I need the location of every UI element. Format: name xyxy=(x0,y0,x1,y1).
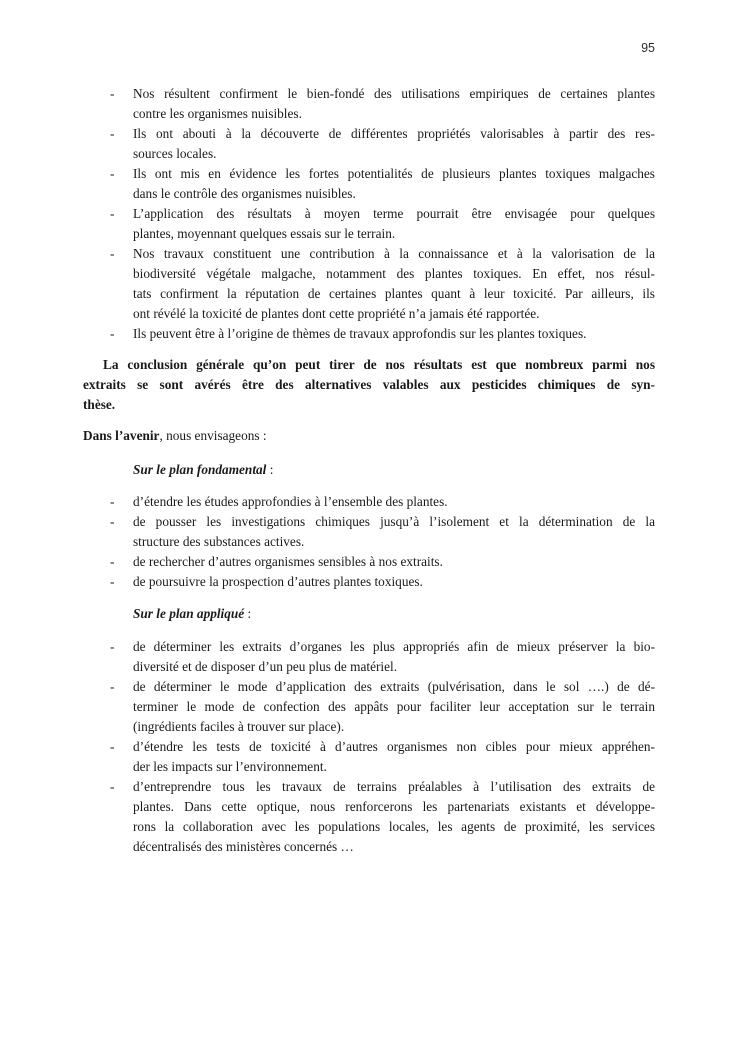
bullet-dash: - xyxy=(110,246,115,261)
heading-applied-plan xyxy=(83,604,655,624)
results-list xyxy=(83,84,655,344)
future-intro-rest: , nous envisageons : xyxy=(159,428,267,443)
list-item xyxy=(83,84,655,124)
list-item xyxy=(83,552,655,572)
text-line: Ils ont mis en évidence les fortes potentialités de plusieurs plantes toxiques malgaches xyxy=(133,166,655,181)
text-line: plantes. Dans cette optique, nous renforcerons les partenariats existants et développe- xyxy=(133,799,655,814)
fundamental-plan-list xyxy=(83,492,655,592)
text-line: tats confirment la réputation de certaines plantes quant à leur toxicité. Par ailleurs, ils xyxy=(133,286,655,301)
list-item xyxy=(83,572,655,592)
heading-fundamental-plan-text: Sur le plan fondamental xyxy=(133,462,267,477)
text-line: structure des substances actives. xyxy=(133,534,305,549)
list-item-text xyxy=(133,244,655,324)
bullet-dash: - xyxy=(110,494,115,509)
list-item xyxy=(83,324,655,344)
list-item xyxy=(83,244,655,324)
list-item xyxy=(83,164,655,204)
text-line: contre les organismes nuisibles. xyxy=(133,106,302,121)
list-item-text xyxy=(133,552,655,572)
text-line: der les impacts sur l’environnement. xyxy=(133,759,327,774)
text-line: sources locales. xyxy=(133,146,217,161)
text-line: ont révélé la toxicité de plantes dont cette propriété n’a jamais été rapportée. xyxy=(133,306,540,321)
future-intro-bold: Dans l’avenir xyxy=(83,428,160,443)
text-line: (ingrédients faciles à trouver sur place). xyxy=(133,719,345,734)
list-item-text xyxy=(133,777,655,857)
list-item-text xyxy=(133,124,655,164)
text-line: Ils peuvent être à l’origine de thèmes de travaux approfondis sur les plantes toxiques. xyxy=(133,326,587,341)
list-item xyxy=(83,637,655,677)
text-line: terminer le mode de confection des appâts pour faciliter leur acceptation sur le terrain xyxy=(133,699,655,714)
list-item-text xyxy=(133,677,655,737)
bullet-dash: - xyxy=(110,126,115,141)
text-line: d’entreprendre tous les travaux de terrains préalables à l’utilisation des extraits de xyxy=(133,779,655,794)
bullet-dash: - xyxy=(110,86,115,101)
text-line: rons la collaboration avec les populations locales, les agents de proximité, les services xyxy=(133,819,655,834)
bullet-dash: - xyxy=(110,206,115,221)
text-line: de poursuivre la prospection d’autres plantes toxiques. xyxy=(133,574,423,589)
list-item xyxy=(83,677,655,737)
bullet-dash: - xyxy=(110,639,115,654)
list-item-text xyxy=(133,512,655,552)
text-line: d’étendre les études approfondies à l’ensemble des plantes. xyxy=(133,494,448,509)
list-item-text xyxy=(133,204,655,244)
text-line: décentralisés des ministères concernés … xyxy=(133,839,354,854)
text-line: La conclusion générale qu’on peut tirer de nos résultats est que nombreux parmi nos xyxy=(103,357,655,372)
heading-fundamental-plan xyxy=(83,460,655,480)
text-line: thèse. xyxy=(83,397,116,412)
list-item-text xyxy=(133,84,655,124)
heading-applied-plan-text: Sur le plan appliqué xyxy=(133,606,245,621)
text-line: de pousser les investigations chimiques jusqu’à l’isolement et la détermination de la xyxy=(133,514,655,529)
future-intro-paragraph xyxy=(83,426,655,446)
bullet-dash: - xyxy=(110,679,115,694)
page-content xyxy=(83,84,655,857)
text-line: Nos travaux constituent une contribution à la connaissance et à la valorisation de la xyxy=(133,246,655,261)
text-line: de déterminer les extraits d’organes les plus appropriés afin de mieux préserver la bio- xyxy=(133,639,655,654)
heading-fundamental-plan-colon: : xyxy=(266,462,274,477)
applied-plan-list xyxy=(83,637,655,857)
conclusion-paragraph xyxy=(83,355,655,415)
list-item-text xyxy=(133,492,655,512)
text-line: plantes, moyennant quelques essais sur le terrain. xyxy=(133,226,396,241)
text-line: dans le contrôle des organismes nuisibles. xyxy=(133,186,356,201)
heading-applied-plan-colon: : xyxy=(244,606,252,621)
list-item xyxy=(83,492,655,512)
list-item xyxy=(83,204,655,244)
list-item-text xyxy=(133,737,655,777)
bullet-dash: - xyxy=(110,514,115,529)
list-item-text xyxy=(133,637,655,677)
page-number: 95 xyxy=(641,41,655,55)
text-line: extraits se sont avérés être des alternatives valables aux pesticides chimiques de syn- xyxy=(83,377,655,392)
bullet-dash: - xyxy=(110,779,115,794)
list-item xyxy=(83,124,655,164)
text-line: biodiversité végétale malgache, notamment des plantes toxiques. En effet, nos résul- xyxy=(133,266,655,281)
list-item-text xyxy=(133,324,655,344)
text-line: diversité et de disposer d’un peu plus de matériel. xyxy=(133,659,398,674)
list-item-text xyxy=(133,572,655,592)
text-line: de rechercher d’autres organismes sensibles à nos extraits. xyxy=(133,554,443,569)
list-item xyxy=(83,737,655,777)
text-line: Nos résultent confirment le bien-fondé des utilisations empiriques de certaines plantes xyxy=(133,86,655,101)
list-item xyxy=(83,512,655,552)
list-item xyxy=(83,777,655,857)
list-item-text xyxy=(133,164,655,204)
text-line: L’application des résultats à moyen terme pourrait être envisagée pour quelques xyxy=(133,206,655,221)
bullet-dash: - xyxy=(110,574,115,589)
text-line: d’étendre les tests de toxicité à d’autres organismes non cibles pour mieux appréhen- xyxy=(133,739,655,754)
text-line: de déterminer le mode d’application des extraits (pulvérisation, dans le sol ….) de dé- xyxy=(133,679,655,694)
bullet-dash: - xyxy=(110,326,115,341)
text-line: Ils ont abouti à la découverte de différentes propriétés valorisables à partir des res- xyxy=(133,126,655,141)
bullet-dash: - xyxy=(110,166,115,181)
bullet-dash: - xyxy=(110,739,115,754)
bullet-dash: - xyxy=(110,554,115,569)
